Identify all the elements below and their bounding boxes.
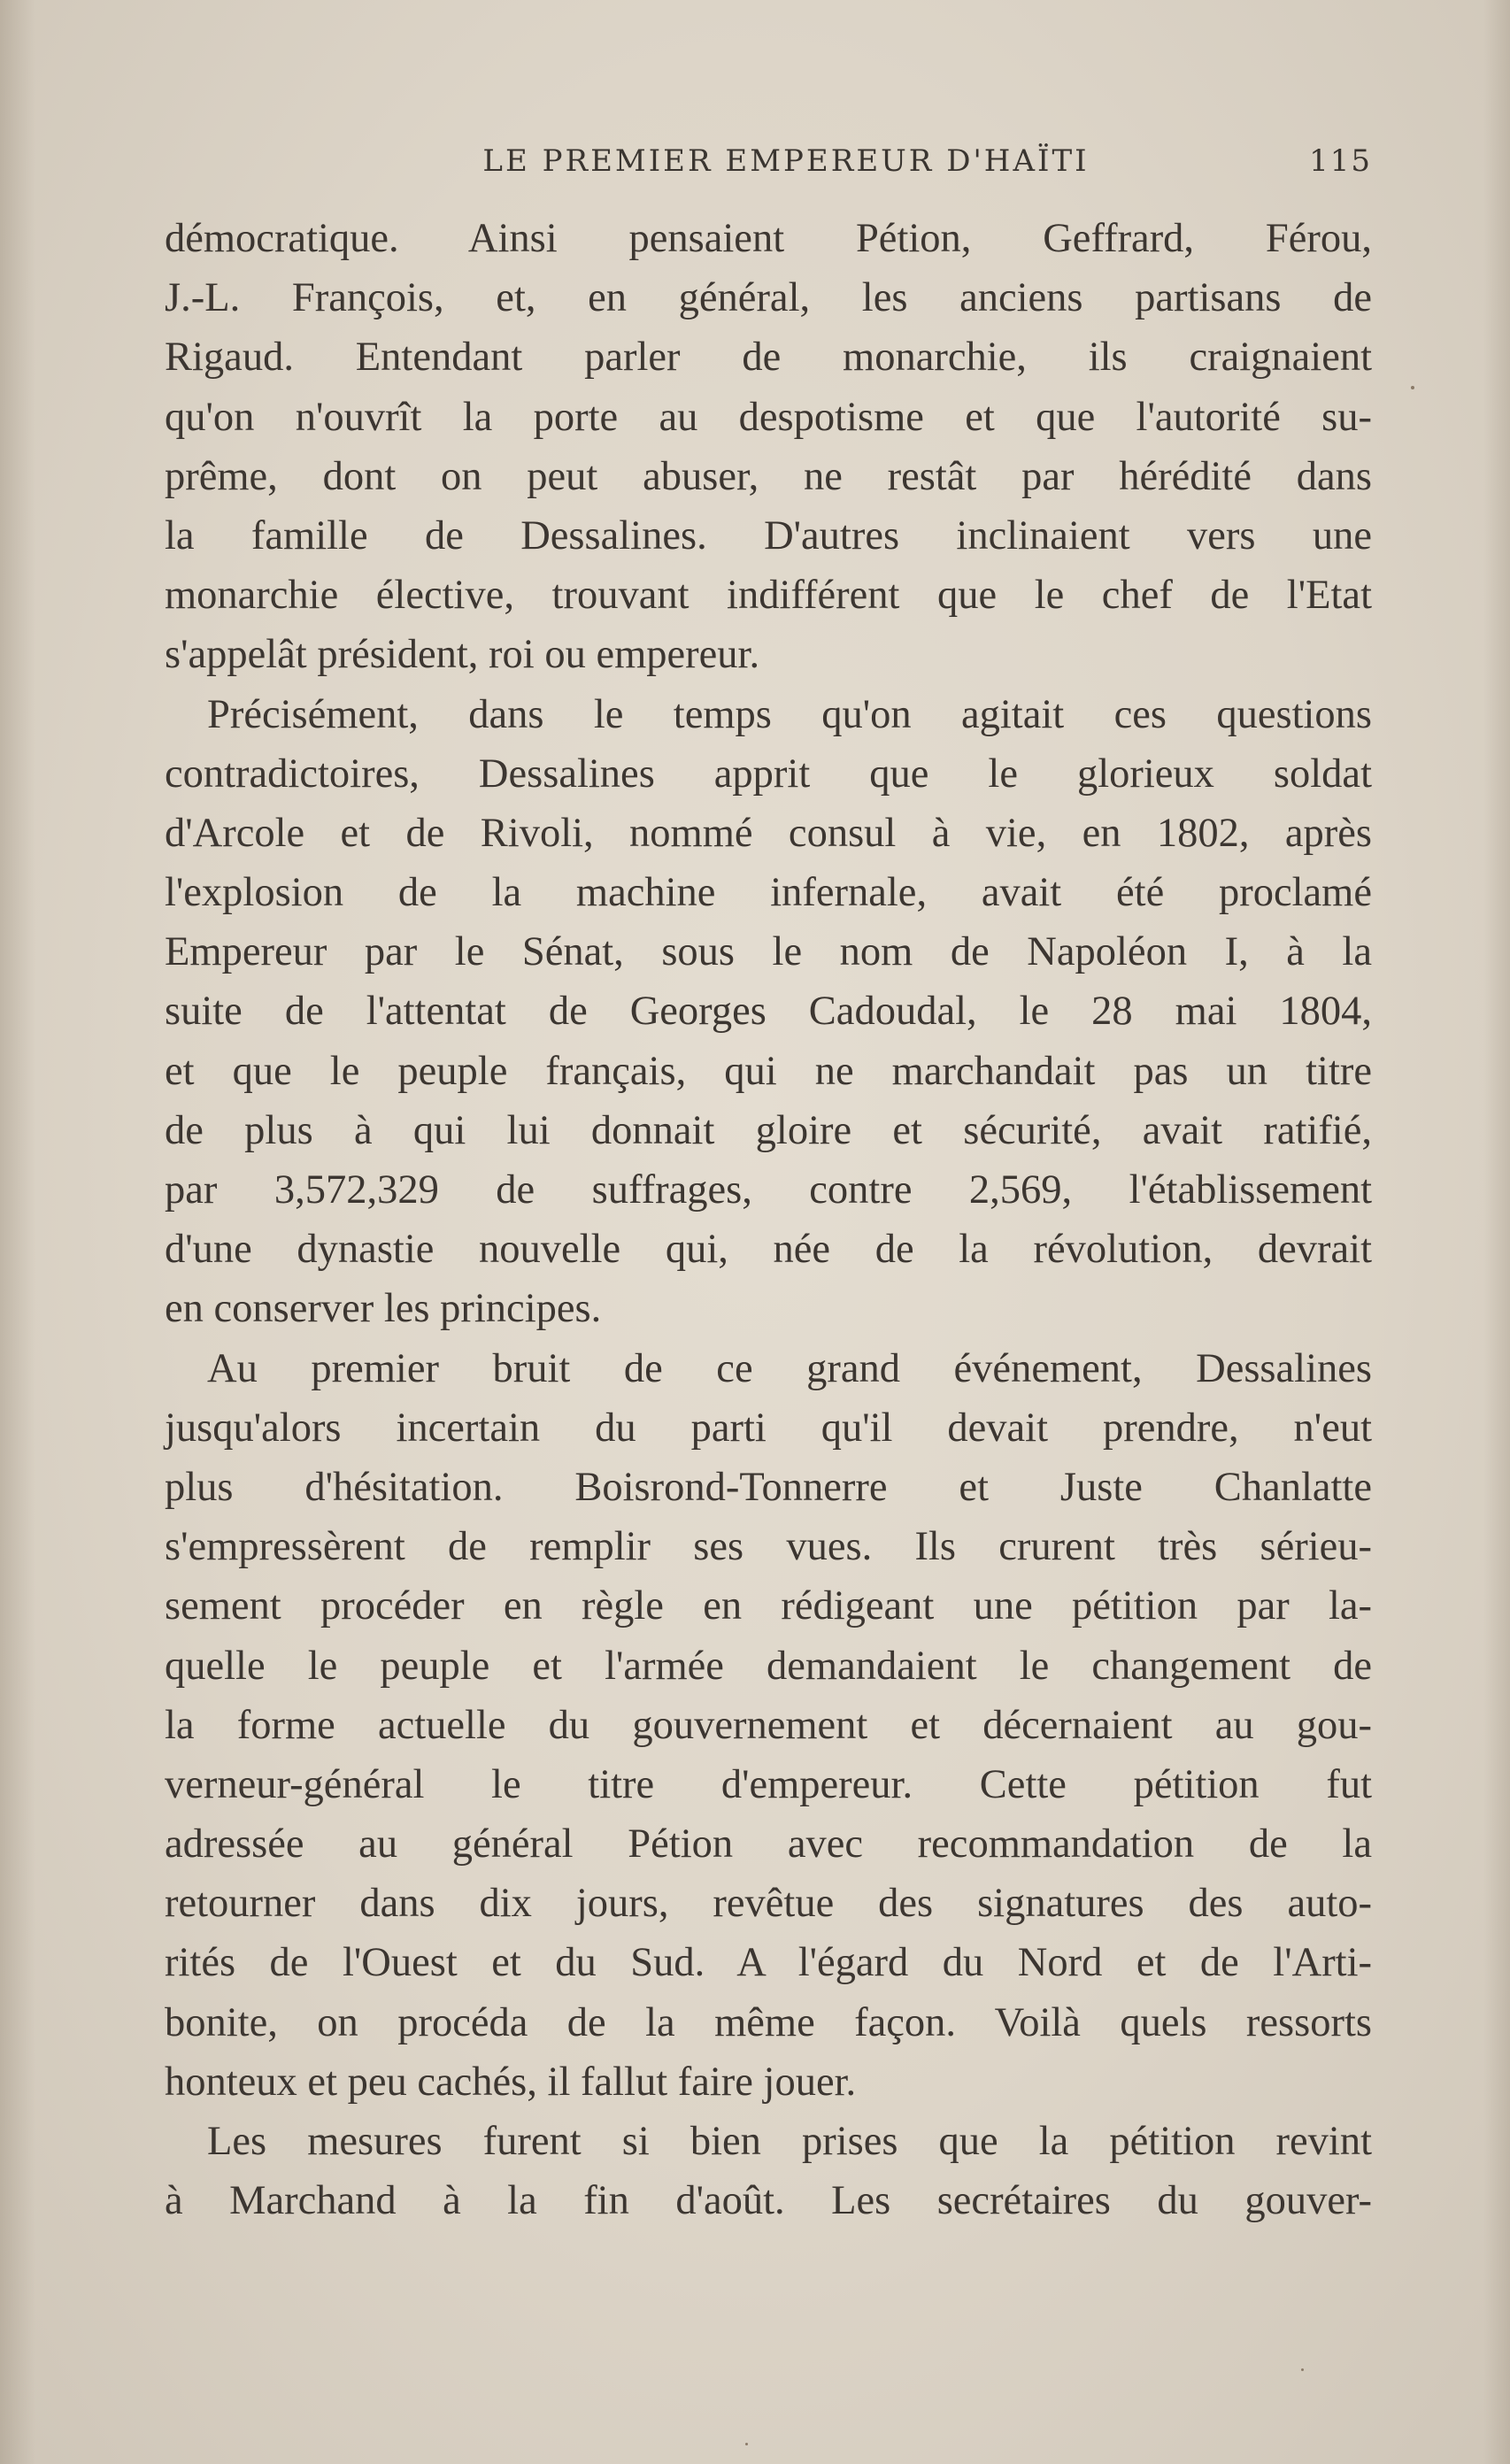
- text-line: suite de l'attentat de Georges Cadoudal, le 28 mai 1804,: [165, 989, 1372, 1035]
- text-line: adressée au général Pétion avec recommandation de la: [165, 1821, 1372, 1867]
- paper-speck: [1411, 386, 1414, 389]
- text-line: plus d'hésitation. Boisrond-Tonnerre et Juste Chanlatte: [165, 1464, 1372, 1510]
- text-line: de plus à qui lui donnait gloire et sécurité, avait ratifié,: [165, 1107, 1372, 1153]
- text-line: d'Arcole et de Rivoli, nommé consul à vie, en 1802, après: [165, 810, 1372, 856]
- text-line: à Marchand à la fin d'août. Les secrétaires du gouver-: [165, 2178, 1372, 2224]
- paper-speck: [745, 2443, 748, 2445]
- page-header: [165, 140, 1372, 188]
- text-line: jusqu'alors incertain du parti qu'il devait prendre, n'eut: [165, 1405, 1372, 1451]
- text-line: s'appelât président, roi ou empereur.: [165, 632, 760, 678]
- text-line: honteux et peu cachés, il fallut faire jouer.: [165, 2059, 857, 2105]
- text-line: Les mesures furent si bien prises que la pétition revint: [207, 2119, 1372, 2164]
- text-line: démocratique. Ainsi pensaient Pétion, Geffrard, Férou,: [165, 216, 1372, 261]
- text-line: monarchie élective, trouvant indifférent que le chef de l'Etat: [165, 573, 1372, 619]
- page-number: 115: [1309, 143, 1372, 179]
- text-line: Rigaud. Entendant parler de monarchie, ils craignaient: [165, 335, 1372, 381]
- text-line: la forme actuelle du gouvernement et décernaient au gou-: [165, 1702, 1372, 1748]
- text-line: contradictoires, Dessalines apprit que le glorieux soldat: [165, 751, 1372, 797]
- text-line: la famille de Dessalines. D'autres inclinaient vers une: [165, 512, 1372, 558]
- text-line: prême, dont on peut abuser, ne restât par hérédité dans: [165, 453, 1372, 499]
- text-line: Empereur par le Sénat, sous le nom de Napoléon I, à la: [165, 929, 1372, 975]
- text-line: sement procéder en règle en rédigeant une pétition par la-: [165, 1583, 1372, 1629]
- text-line: Précisément, dans le temps qu'on agitait ces questions: [207, 691, 1372, 737]
- text-line: d'une dynastie nouvelle qui, née de la révolution, devrait: [165, 1227, 1372, 1273]
- text-line: s'empressèrent de remplir ses vues. Ils crurent très sérieu-: [165, 1524, 1372, 1570]
- body-text: [165, 209, 1372, 2230]
- text-line: l'explosion de la machine infernale, avait été proclamé: [165, 870, 1372, 916]
- paper-speck: [1301, 2368, 1304, 2371]
- text-line: verneur-général le titre d'empereur. Cette pétition fut: [165, 1761, 1372, 1807]
- text-line: et que le peuple français, qui ne marchandait pas un titre: [165, 1048, 1372, 1094]
- text-line: en conserver les principes.: [165, 1286, 602, 1332]
- text-line: rités de l'Ouest et du Sud. A l'égard du Nord et de l'Arti-: [165, 1940, 1372, 1986]
- running-head: LE PREMIER EMPEREUR D'HAÏTI: [482, 143, 1090, 179]
- text-line: qu'on n'ouvrît la porte au despotisme et que l'autorité su-: [165, 394, 1372, 440]
- text-line: quelle le peuple et l'armée demandaient le changement de: [165, 1643, 1372, 1689]
- text-line: par 3,572,329 de suffrages, contre 2,569, l'établissement: [165, 1167, 1372, 1213]
- text-line: bonite, on procéda de la même façon. Voilà quels ressorts: [165, 1999, 1372, 2045]
- text-line: Au premier bruit de ce grand événement, Dessalines: [207, 1345, 1372, 1391]
- text-line: retourner dans dix jours, revêtue des signatures des auto-: [165, 1881, 1372, 1927]
- text-line: J.-L. François, et, en général, les anciens partisans de: [165, 275, 1372, 321]
